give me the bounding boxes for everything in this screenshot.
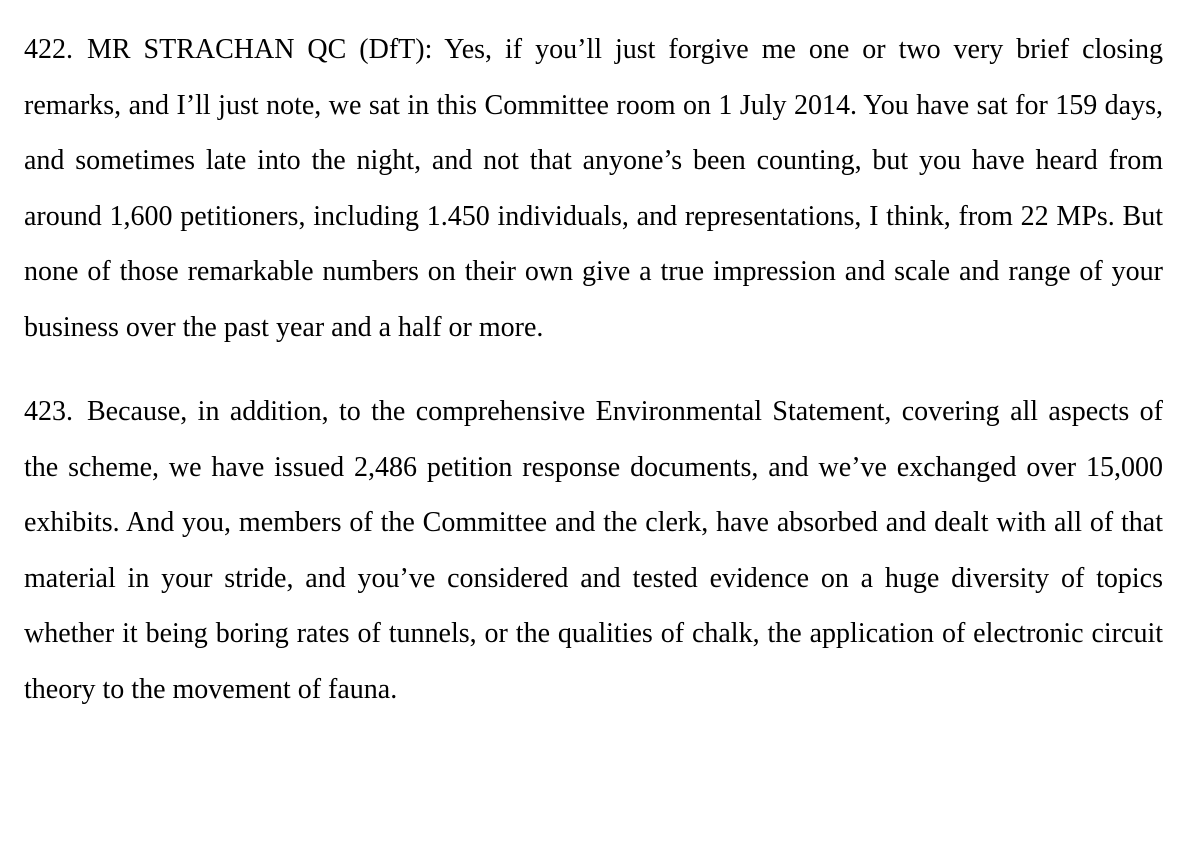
paragraph-number: 423. — [24, 396, 73, 427]
transcript-page — [24, 22, 1163, 717]
paragraph-423 — [24, 384, 1163, 717]
paragraph-text: MR STRACHAN QC (DfT): Yes, if you’ll just forgive me one or two very brief closing remarks, and I’ll just note, we sat in this Committee room on 1 July 2014. You have sat for 159 days, and sometimes late into the night, and not that anyone’s been counting, but you have heard from around 1,600 petitioners, including 1.450 individuals, and representations, I think, from 22 MPs. But none of those remarkable numbers on their own give a true impression and scale and range of your business over the past year and a half or more. — [24, 34, 1163, 343]
paragraph-number: 422. — [24, 34, 73, 65]
paragraph-422 — [24, 22, 1163, 355]
paragraph-text: Because, in addition, to the comprehensive Environmental Statement, covering all aspects of the scheme, we have issued 2,486 petition response documents, and we’ve exchanged over 15,000 exhibits. And you, members of the Committee and the clerk, have absorbed and dealt with all of that material in your stride, and you’ve considered and tested evidence on a huge diversity of topics whether it being boring rates of tunnels, or the qualities of chalk, the application of electronic circuit theory to the movement of fauna. — [24, 396, 1163, 705]
